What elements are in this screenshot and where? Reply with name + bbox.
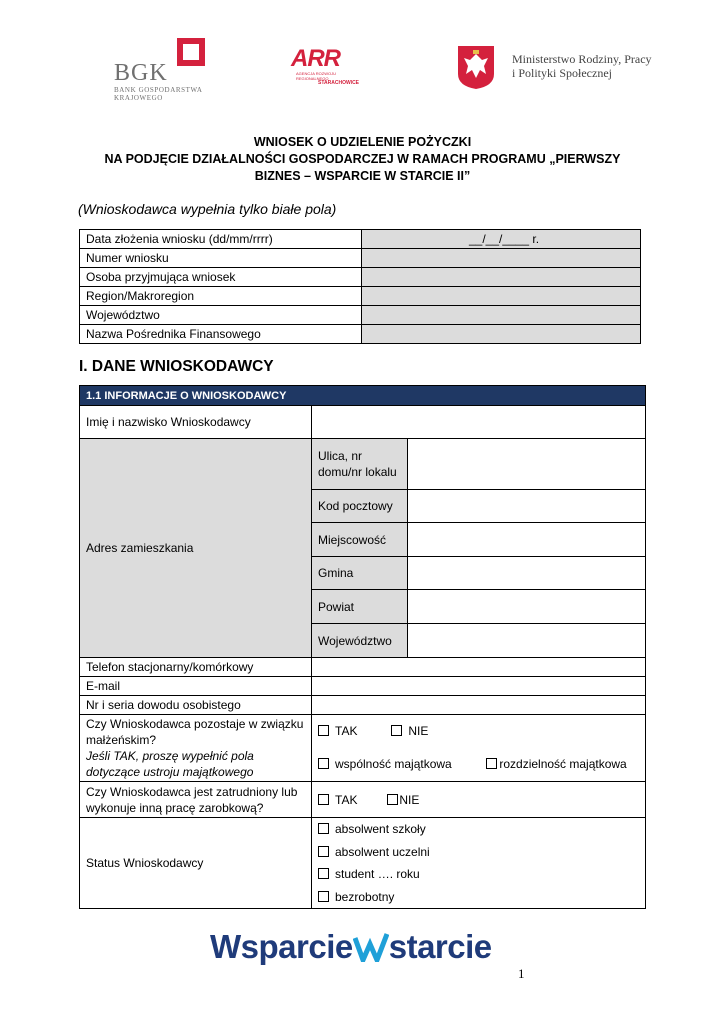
submission-date-label: Data złożenia wniosku (dd/mm/rrrr) — [80, 230, 362, 249]
separate-property-option[interactable]: rozdzielność majątkowa — [486, 757, 626, 771]
intermediary-label: Nazwa Pośrednika Finansowego — [80, 325, 362, 344]
arr-city: STARACHOWICE — [318, 80, 360, 86]
region-label: Region/Makroregion — [80, 287, 362, 306]
checkbox-icon[interactable] — [318, 758, 329, 769]
marriage-question — [80, 715, 312, 782]
marriage-question-note: Jeśli TAK, proszę wypełnić pola dotyczące ustroju majątkowego — [86, 749, 254, 779]
receiver-field — [362, 268, 641, 287]
status-option[interactable]: student …. roku — [318, 863, 645, 886]
street-label: Ulica, nr domu/nr lokalu — [312, 439, 408, 490]
table-row — [80, 287, 641, 306]
form-title-line1: WNIOSEK O UDZIELENIE POŻYCZKI — [253, 135, 472, 149]
phone-label: Telefon stacjonarny/komórkowy — [80, 658, 312, 677]
table-row — [80, 268, 641, 287]
footer-logo-text: Wsparcie starcie — [210, 928, 492, 965]
arr-name: ARR — [291, 45, 340, 72]
checkbox-icon[interactable] — [486, 758, 497, 769]
checkbox-icon[interactable] — [318, 846, 329, 857]
table-row — [80, 306, 641, 325]
checkbox-icon[interactable] — [318, 725, 329, 736]
name-label: Imię i nazwisko Wnioskodawcy — [80, 406, 312, 439]
page-number: 1 — [518, 966, 525, 981]
checkbox-icon[interactable] — [318, 891, 329, 902]
ministry-name: Ministerstwo Rodziny, Pracy i Polityki Społecznej — [512, 52, 652, 80]
fill-instruction: (Wnioskodawca wypełnia tylko białe pola) — [78, 201, 337, 217]
work-yes-option[interactable]: TAK — [318, 793, 384, 807]
applicant-table — [79, 385, 646, 909]
joint-property-option[interactable]: wspólność majątkowa — [318, 748, 483, 781]
status-label: Status Wnioskodawcy — [80, 818, 312, 909]
eagle-emblem-icon — [456, 44, 496, 90]
bgk-name: BGK — [114, 60, 168, 86]
id-label: Nr i seria dowodu osobistego — [80, 696, 312, 715]
section-title: I. DANE WNIOSKODAWCY — [79, 358, 274, 375]
status-options — [312, 818, 646, 909]
province-label: Województwo — [312, 624, 408, 658]
intermediary-field — [362, 325, 641, 344]
commune-label: Gmina — [312, 557, 408, 590]
checkbox-icon[interactable] — [318, 823, 329, 834]
email-field[interactable] — [312, 677, 646, 696]
table-row — [80, 325, 641, 344]
form-title-line2: NA PODJĘCIE DZIAŁALNOŚCI GOSPODARCZEJ W RAMACH PROGRAMU „PIERWSZY — [104, 152, 621, 166]
marriage-yes-option[interactable]: TAK — [318, 715, 388, 748]
voivodeship-label: Województwo — [80, 306, 362, 325]
marriage-no-option[interactable]: NIE — [391, 724, 428, 738]
marriage-question-text: Czy Wnioskodawca pozostaje w związku małżeńskim? — [86, 717, 304, 747]
county-label: Powiat — [312, 590, 408, 624]
application-number-label: Numer wniosku — [80, 249, 362, 268]
voivodeship-field — [362, 306, 641, 325]
checkbox-icon[interactable] — [318, 868, 329, 879]
city-field[interactable] — [408, 523, 646, 557]
form-title-line3: BIZNES – WSPARCIE W STARCIE II” — [254, 169, 471, 183]
work-question: Czy Wnioskodawca jest zatrudniony lub wykonuje inną pracę zarobkową? — [80, 782, 312, 818]
work-no-option[interactable]: NIE — [387, 793, 419, 807]
receiver-label: Osoba przyjmująca wniosek — [80, 268, 362, 287]
address-label: Adres zamieszkania — [80, 439, 312, 658]
commune-field[interactable] — [408, 557, 646, 590]
county-field[interactable] — [408, 590, 646, 624]
status-option[interactable]: absolwent szkoły — [318, 818, 645, 841]
marriage-options — [312, 715, 646, 782]
postal-code-label: Kod pocztowy — [312, 490, 408, 523]
table-row — [80, 230, 641, 249]
status-option[interactable]: absolwent uczelni — [318, 841, 645, 864]
province-field[interactable] — [408, 624, 646, 658]
email-label: E-mail — [80, 677, 312, 696]
bgk-square-icon — [177, 38, 205, 66]
w-arrow-icon — [353, 932, 389, 962]
region-field — [362, 287, 641, 306]
application-number-field — [362, 249, 641, 268]
city-label: Miejscowość — [312, 523, 408, 557]
table-row — [80, 249, 641, 268]
postal-code-field[interactable] — [408, 490, 646, 523]
checkbox-icon[interactable] — [391, 725, 402, 736]
submission-date-field: __/__/____ r. — [362, 230, 641, 249]
id-field[interactable] — [312, 696, 646, 715]
checkbox-icon[interactable] — [387, 794, 398, 805]
arr-subtitle: AGENCJA ROZWOJU REGIONALNEGO — [296, 71, 337, 81]
bgk-subtitle: BANK GOSPODARSTWA KRAJOWEGO — [114, 86, 203, 102]
street-field[interactable] — [408, 439, 646, 490]
name-field[interactable] — [312, 406, 646, 439]
phone-field[interactable] — [312, 658, 646, 677]
office-use-table — [79, 229, 641, 344]
applicant-header: 1.1 INFORMACJE O WNIOSKODAWCY — [80, 386, 646, 406]
checkbox-icon[interactable] — [318, 794, 329, 805]
status-option[interactable]: bezrobotny — [318, 886, 645, 909]
work-options — [312, 782, 646, 818]
